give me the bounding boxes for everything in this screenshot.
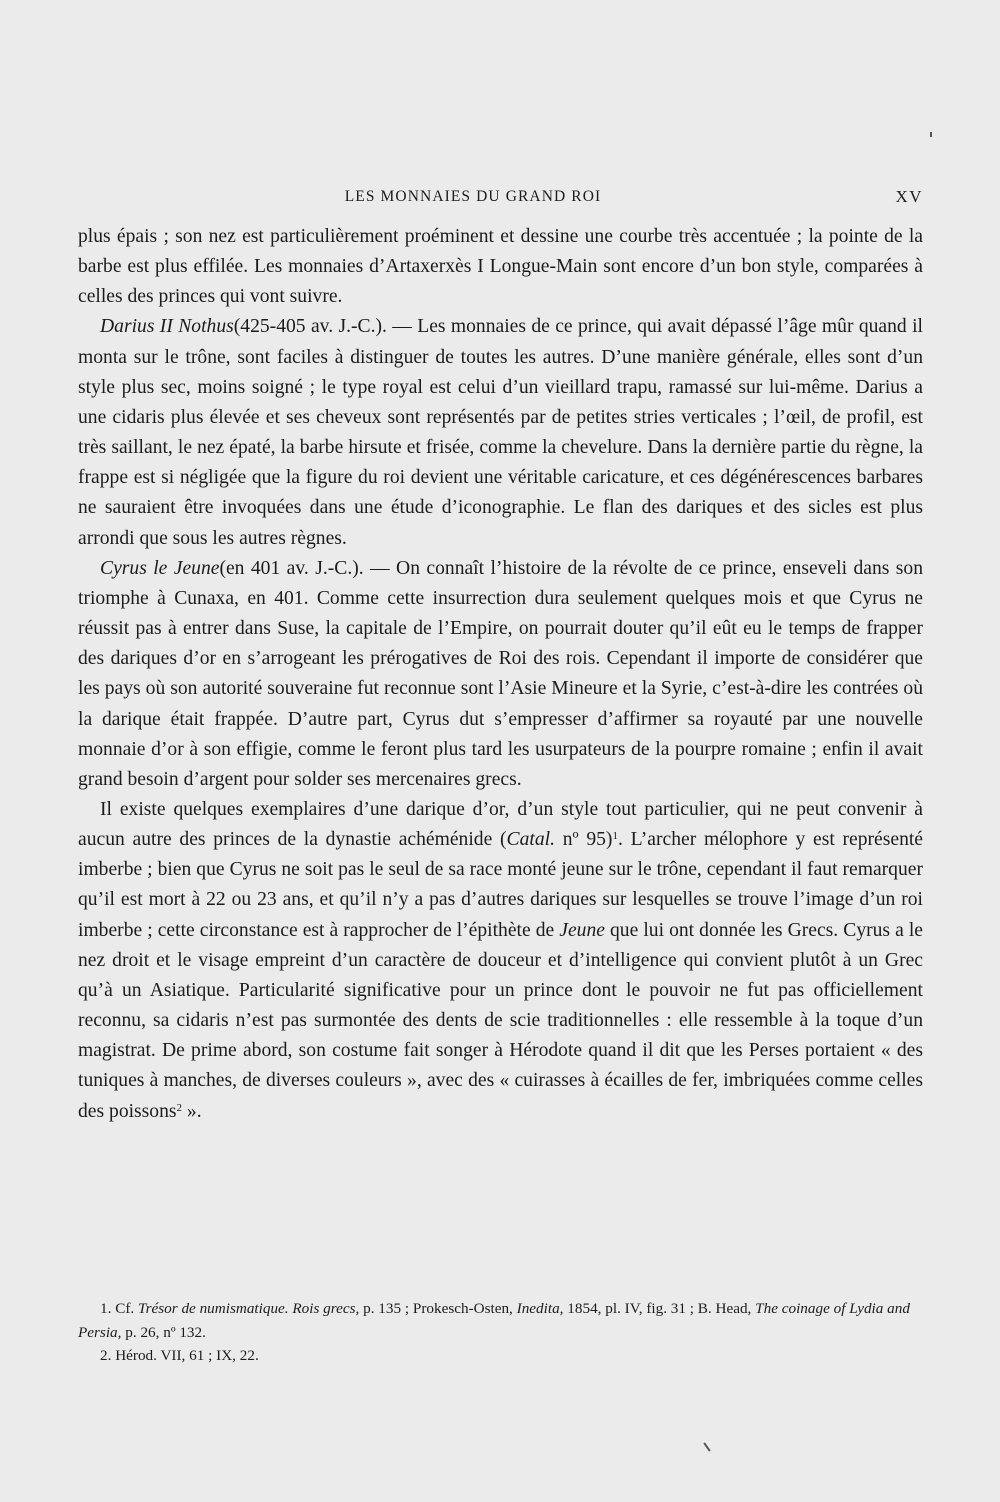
body-text: [78, 222, 923, 1127]
running-head: [78, 184, 923, 210]
footnote-2: 2. Hérod. VII, 61 ; IX, 22.: [100, 1347, 259, 1364]
footnote-ref-1: 1: [612, 830, 618, 843]
section-heading-darius: Darius II Nothus: [100, 316, 234, 338]
footnote-1-title-tresor: Trésor de numismatique. Rois grecs,: [137, 1300, 360, 1317]
paragraph-cyrus-text: (en 401 av. J.-C.). — On connaît l’histoire de la révolte de ce prince, enseveli dans son triomphe à Cunaxa, en 401. Comme cette insurrection dura seulement quelques mois et que Cyrus ne réussit pas à entrer dans Suse, la capitale de l’Empire, on pourrait douter qu’il eût eu le temps de frapper des dariques d’or en s’arrogeant les prérogatives de Roi des rois. Cependant il importe de considérer que les pays où son autorité souveraine fut reconnue sont l’Asie Mineure et la Syrie, c’est-à-dire les contrées où la darique était frappée. D’autre part, Cyrus dut s’empresser d’affirmer sa royauté par une nouvelle monnaie d’or à son effigie, comme le feront plus tard les usurpateurs de la pourpre romaine ; enfin il avait grand besoin d’argent pour solder ses mercenaires grecs.: [78, 557, 923, 790]
paragraph-darique: [78, 795, 923, 1127]
paragraph-artaxerxes: plus épais ; son nez est particulièrement proéminent et dessine une courbe très accentuée ; la pointe de la barbe est plus effilée. Les monnaies d’Artaxerxès I Longue-Main sont encore d’un bon style, comparées à celles des princes qui vont suivre.: [78, 226, 923, 308]
print-speck-top: [930, 132, 932, 137]
footnote-1: [78, 1297, 923, 1344]
epithet-jeune: Jeune: [559, 919, 605, 941]
footnote-1-text-d: p. 26, nº 132.: [121, 1323, 206, 1341]
darique-text-e: ».: [182, 1100, 202, 1122]
footnote-1-text-a: 1. Cf.: [100, 1300, 138, 1317]
darique-text-c: . L’archer mélophore y est représenté imberbe ; bien que Cyrus ne soit pas le seul de sa race monté jeune sur le trône, cependant il faut remarquer qu’il est mort à 22 ou 23 ans, et qu’il n’y a pas d’autres dariques sur lesquelles se trouve l’image d’un roi imberbe ; cette circonstance est à rapprocher de l’épithète de: [78, 829, 924, 941]
darique-text-a: Il existe quelques exemplaires d’une darique d’or, d’un style tout particulier, qui ne peut convenir à aucun autre des princes de la dynastie achéménide (: [78, 798, 923, 851]
footnote-1-title-inedita: Inedita,: [516, 1300, 564, 1317]
running-title: LES MONNAIES DU GRAND ROI: [344, 188, 602, 205]
paragraph-darius-text: (425-405 av. J.-C.). — Les monnaies de ce prince, qui avait dépassé l’âge mûr quand il monta sur le trône, sont faciles à distinguer de toutes les autres. D’une manière générale, elles sont d’un style plus sec, moins soigné ; le type royal est celui d’un vieillard trapu, ramassé sur lui-même. Darius a une cidaris plus élevée et ses cheveux sont représentés par de petites stries verticales ; l’œil, de profil, est très saillant, le nez épaté, la barbe hirsute et frisée, comme la chevelure. Dans la dernière partie du règne, la frappe est si négligée que la figure du roi devient une véritable caricature, et ces dégénérescences barbares ne sauraient être invoquées dans une étude d’iconographie. Le flan des dariques et des sicles est plus arrondi que sous les autres règnes.: [78, 316, 923, 549]
footnote-1-text-c: 1854, pl. IV, fig. 31 ; B. Head,: [563, 1300, 756, 1317]
paragraph-darius: [78, 312, 923, 553]
catalogue-ref: Catal.: [506, 829, 555, 851]
section-heading-cyrus: Cyrus le Jeune: [100, 557, 220, 579]
darique-text-d: que lui ont donnée les Grecs. Cyrus a le nez droit et le visage empreint d’un caractère de douceur et d’intelligence qui convient plutôt à un Grec qu’à un Asiatique. Particularité significative pour un prince dont le pouvoir ne fut pas officiellement reconnu, sa cidaris n’est pas surmontée des dents de scie traditionnelles : elle ressemble à la toque d’un magistrat. De prime abord, son costume fait songer à Hérodote quand il dit que les Perses portaient « des tuniques à manches, de diverses couleurs », avec des « cuirasses à écailles de fer, imbriquées comme celles des poissons: [78, 919, 923, 1122]
footnote-1-text-b: p. 135 ; Prokesch-Osten,: [359, 1300, 517, 1317]
page-number: XV: [895, 187, 923, 206]
footnote-1-title-coinage: The coinage of Lydia and Persia,: [78, 1300, 910, 1341]
darique-text-b: nº 95): [554, 829, 613, 851]
print-speck-bottom: [703, 1442, 710, 1451]
footnote-ref-2: 2: [176, 1101, 183, 1114]
footnotes: [78, 1297, 923, 1368]
paragraph-cyrus: [78, 554, 923, 795]
